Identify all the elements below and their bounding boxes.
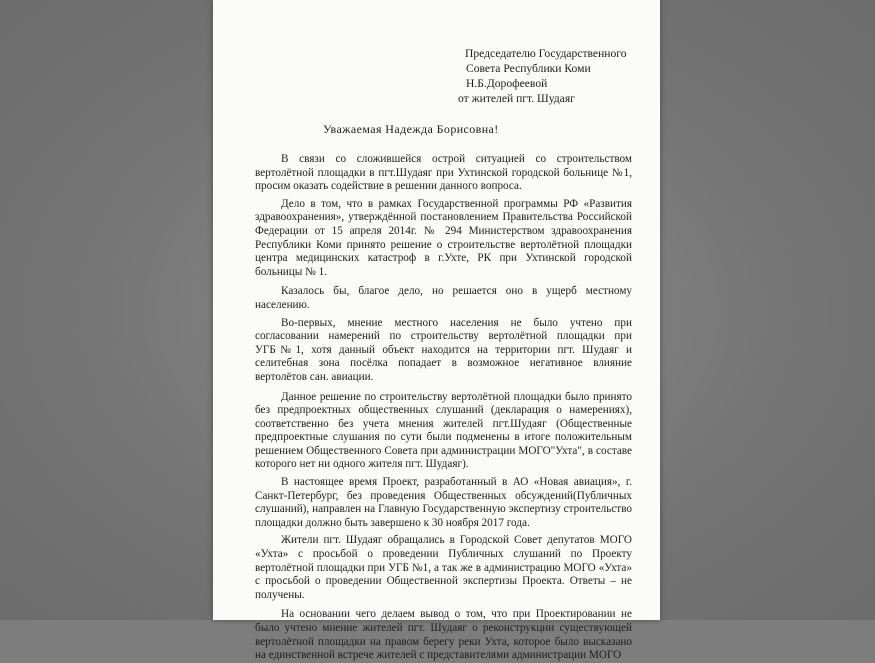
salutation: Уважаемая Надежда Борисовна!: [323, 122, 499, 136]
addressee-line: от жителей пгт. Шудаяг: [458, 92, 575, 105]
addressee-block: [458, 46, 627, 106]
paragraph: Данное решение по строительству вертолётной площадки было принято без предпроектных общественных слушаний (декларация о намерениях), соответственно без учета мнения жителей пгт.Шудаяг (Общественные предпроектные слушания по сути были подменены в итоге положительным решением Общественного Совета при администрации МОГО"Ухта", в составе которого нет ни одного жителя пгт. Шудаяг).: [255, 390, 632, 471]
paragraph: В настоящее время Проект, разработанный в АО «Новая авиация», г. Санкт-Петербург, без проведения Общественных обсуждений(Публичных слушаний), направлен на Главную Государственную экспертизу строительство площадки должно быть завершено к 30 ноября 2017 года.: [255, 476, 632, 529]
paragraph: На основании чего делаем вывод о том, что при Проектировании не было учтено мнение жителей пгт. Шудаяг о реконструкции существующей вертолётной площадки на правом берегу реки Ухта, которое было высказано на единственной встрече жителей с представителями администрации МОГО: [255, 608, 632, 662]
addressee-line: Н.Б.Дорофеевой: [466, 77, 548, 90]
addressee-line: Председателю Государственного: [465, 47, 627, 60]
paragraph: Во-первых, мнение местного населения не было учтено при согласовании намерений по строительству вертолётной площадки при УГБ№1, хотя данный объект находится на территории пгт. Шудаяг и селитебная зона посёлка попадает в возможное негативное влияние вертолётов сан. авиации.: [255, 316, 632, 383]
letter-body: [255, 153, 632, 663]
letter-page: [213, 0, 660, 662]
paragraph: Жители пгт. Шудаяг обращались в Городской Совет депутатов МОГО «Ухта» с просьбой о проведении Публичных слушаний по Проекту вертолётной площадки при УГБ №1, а так же в администрацию МОГО «Ухта» с просьбой о проведении Общественной экспертизы Проекта. Ответы – не получены.: [255, 534, 632, 601]
addressee-line: Совета Республики Коми: [466, 62, 591, 75]
paragraph: В связи со сложившейся острой ситуацией со строительством вертолётной площадки в пгт.Шудаяг при Ухтинской городской больнице №1, просим оказать содействие в решении данного вопроса.: [255, 153, 632, 193]
paragraph: Дело в том, что в рамках Государственной программы РФ «Развития здравоохранения», утверждённой постановлением Правительства Российской Федерации от 15 апреля 2014г. № 294 Министерством здравоохранения Республики Коми принято решение о строительстве вертолётной площадки центра медицинских катастроф в г.Ухте, РК при Ухтинской городской больницы № 1.: [255, 197, 632, 278]
paragraph: Казалось бы, благое дело, но решается оно в ущерб местному населению.: [255, 285, 632, 311]
